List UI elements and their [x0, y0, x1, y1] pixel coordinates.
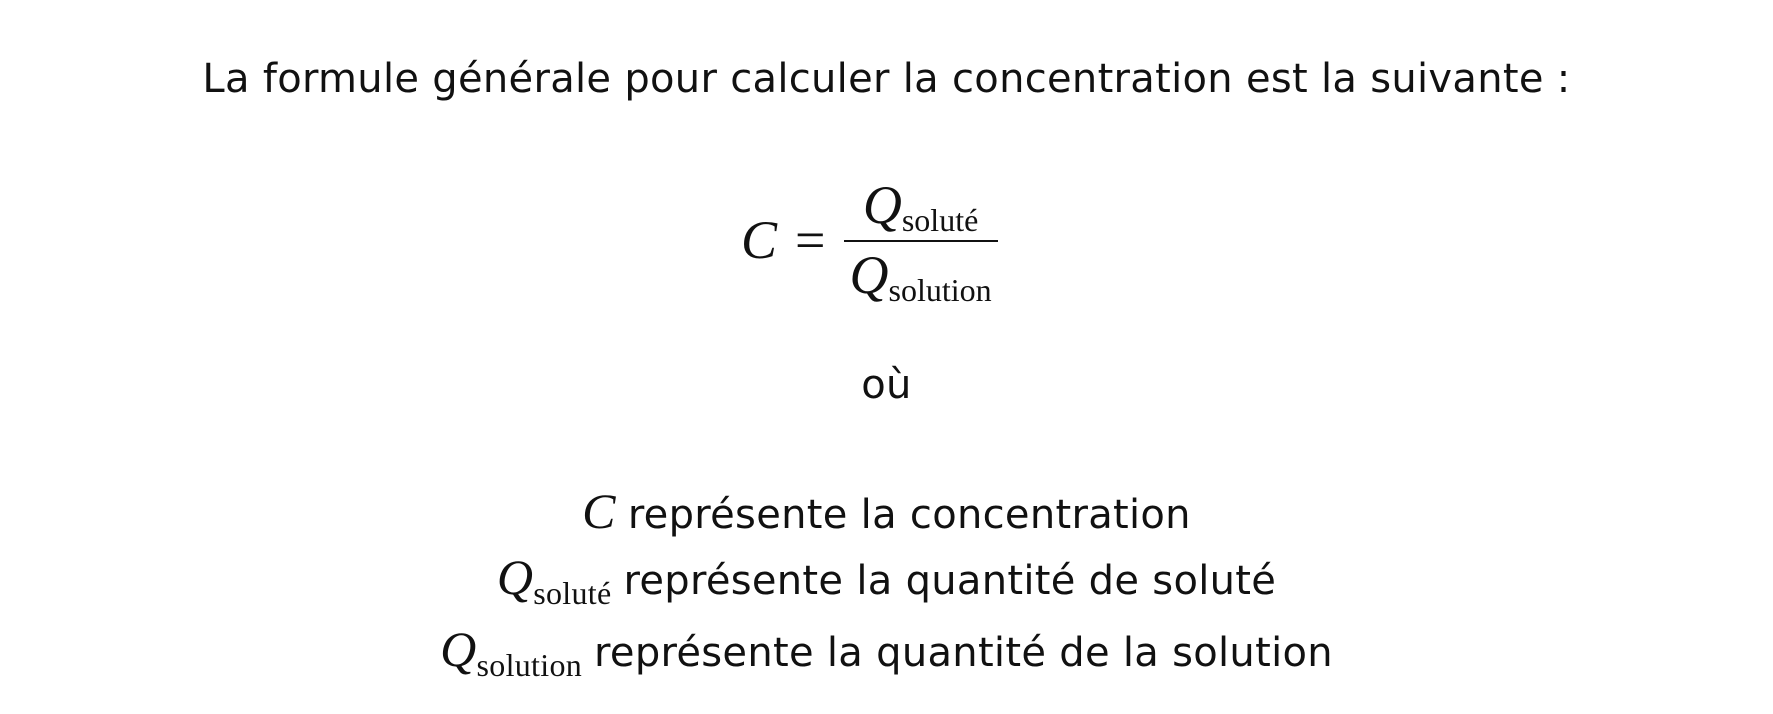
fraction-numerator	[857, 175, 984, 240]
definition-text: représente la concentration	[627, 492, 1191, 538]
numerator-symbol: Q	[862, 175, 902, 235]
equals-sign: =	[795, 210, 826, 270]
definition-symbol: Q	[440, 621, 477, 677]
definition-concentration	[0, 482, 1773, 540]
fraction-denominator	[844, 242, 998, 308]
definition-solution	[0, 620, 1773, 683]
definition-text: représente la quantité de la solution	[594, 630, 1333, 676]
definition-text: représente la quantité de soluté	[623, 558, 1277, 604]
formula-lhs: C	[741, 210, 778, 270]
definition-subscript: solution	[476, 647, 583, 683]
numerator-subscript: soluté	[901, 202, 979, 238]
definition-symbol: Q	[496, 549, 534, 605]
definition-subscript: soluté	[533, 575, 612, 611]
denominator-symbol: Q	[849, 245, 889, 305]
where-text: où	[861, 362, 912, 408]
fraction	[844, 175, 998, 308]
concentration-formula	[0, 165, 1773, 315]
definition-solute	[0, 548, 1773, 611]
intro-text: La formule générale pour calculer la concentration est la suivante :	[202, 56, 1571, 102]
formula-row	[741, 165, 998, 315]
denominator-subscript: solution	[888, 272, 992, 308]
definition-symbol: C	[582, 483, 616, 539]
